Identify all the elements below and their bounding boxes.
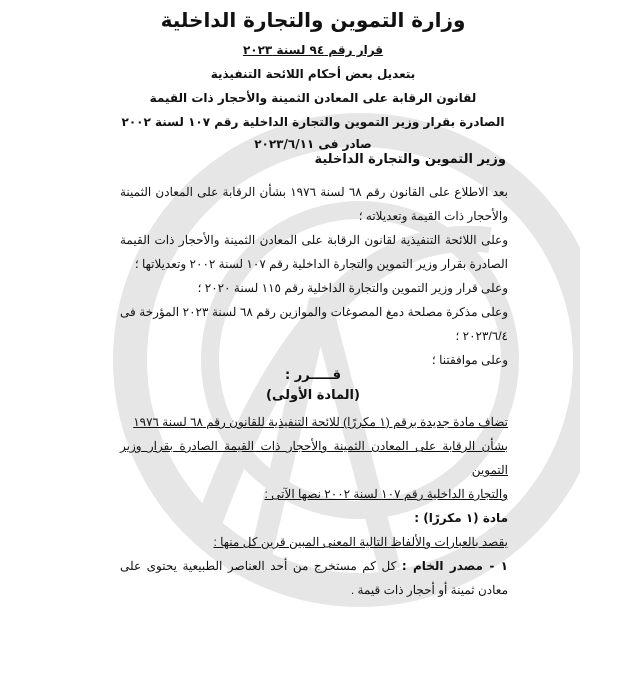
definition-1-term: ١ - مصدر الخام : (401, 559, 508, 573)
article-1-line: تضاف مادة جديدة برقم (١ مكررًا) للائحة التنفيذية للقانون رقم ٦٨ لسنة ١٩٧٦ (133, 415, 508, 429)
definition-1-text: كل كم مستخرج من أحد العناصر الطبيعية يحتوى على معادن ثمينة أو أحجار ذات قيمة . (120, 559, 508, 597)
definitions-intro: يقصد بالعبارات والألفاظ التالية المعنى المبين قرين كل منها : (213, 535, 508, 549)
definition-1 (120, 554, 508, 602)
decree-number: قرار رقم ٩٤ لسنة ٢٠٢٣ (242, 43, 384, 57)
issue-date: صادر فى ٢٠٢٣/٦/١١ (254, 137, 372, 151)
preamble-paragraph: وعلى مذكرة مصلحة دمغ المصوغات والموازين رقم ٦٨ لسنة ٢٠٢٣ المؤرخة فى ٢٠٢٣/٦/٤ ؛ (120, 305, 508, 343)
article-1-line: بشأن الرقابة على المعادن الثمينة والأحجار ذات القيمة الصادرة بقرار وزير التموين (120, 439, 508, 477)
article-1-line: والتجارة الداخلية رقم ١٠٧ لسنة ٢٠٠٢ نصها الآتى : (264, 487, 508, 501)
minister-title: وزير التموين والتجارة الداخلية (314, 152, 506, 167)
decree-subject-line-2: لقانون الرقابة على المعادن الثمينة والأحجار ذات القيمة (149, 91, 477, 105)
decree-header (0, 8, 626, 154)
decree-subject-line-1: بتعديل بعض أحكام اللائحة التنفيذية (210, 67, 416, 81)
decree-subject-line-3: الصادرة بقرار وزير التموين والتجارة الداخلية رقم ١٠٧ لسنة ٢٠٠٢ (121, 115, 505, 129)
preamble-paragraph: وعلى اللائحة التنفيذية لقانون الرقابة على المعادن الثمينة والأحجار ذات القيمة الصادرة بقرار وزير التموين والتجارة الداخلية رقم ١٠٧ لسنة ٢٠٠٢ وتعديلاتها ؛ (120, 233, 508, 271)
preamble-paragraph: بعد الاطلاع على القانون رقم ٦٨ لسنة ١٩٧٦ بشأن الرقابة على المعادن الثمينة والأحجار ذات القيمة وتعديلاته ؛ (120, 185, 508, 223)
article-1-body (120, 410, 508, 602)
decision-word: قـــــرر : (284, 368, 342, 383)
new-article-label: مادة (١ مكررًا) : (414, 511, 508, 525)
preamble-paragraph: وعلى قرار وزير التموين والتجارة الداخلية رقم ١١٥ لسنة ٢٠٢٠ ؛ (197, 281, 508, 295)
article-1-heading: (المادة الأولى) (266, 388, 360, 403)
preamble-paragraph: وعلى موافقتنا ؛ (431, 353, 508, 367)
preamble (120, 180, 508, 372)
ministry-title: وزارة التموين والتجارة الداخلية (160, 8, 466, 32)
